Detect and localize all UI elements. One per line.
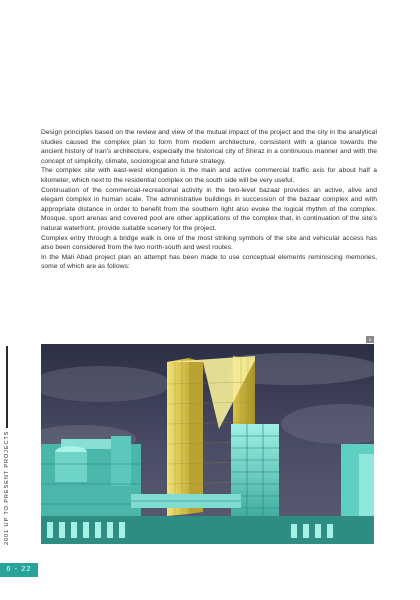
project-rendering-image — [41, 344, 374, 544]
paragraph: In the Mali Abad project plan an attempt has been made to use conceptual elements reminiscing memories, some of which are as follows: — [41, 253, 377, 271]
section-label: 2001 UP TO PRESENT PROJECTS — [4, 430, 10, 545]
figure-number-badge: 1 — [366, 336, 374, 343]
page-number: 6 - 22 — [0, 563, 38, 577]
paragraph: Design principles based on the review and view of the mutual impact of the project and the city in the analytical studies caused the complex plan to form from modern architecture, consistent with a glance towards the ancient history of Iran's architecture, especially the historical city of Shiraz in a continuous manner and with the concept of simplicity, climate, sociological and future strategy. — [41, 129, 377, 165]
rendering-svg — [41, 344, 374, 544]
body-text — [41, 128, 377, 272]
office-building — [231, 424, 279, 524]
paragraph: The complex site with east-west elongation is the main and active commercial traffic axis for about half a kilometer, which next to the residential complex on the south side will be very useful. — [41, 167, 377, 184]
left-complex — [41, 436, 141, 524]
paragraph: Continuation of the commercial-recreational activity in the two-level bazaar provides an active, alive and elegant complex in human scale. The administrative buildings in succession of the bazaar complex and with appropriate distance in order to benefit from the southern light also evoke the logical rhythm of the complex. Mosque, sport arenas and covered pool are other applications of the complex that, in continuation of the site's natural waterfront, provide suitable scenery for the project. — [41, 186, 377, 232]
right-block-face — [359, 454, 374, 524]
bazaar-base — [41, 516, 374, 544]
paragraph: Complex entry through a bridge walk is one of the most striking symbols of the site and vehicular access has also been considered from the two north-south and west routes. — [41, 234, 377, 252]
